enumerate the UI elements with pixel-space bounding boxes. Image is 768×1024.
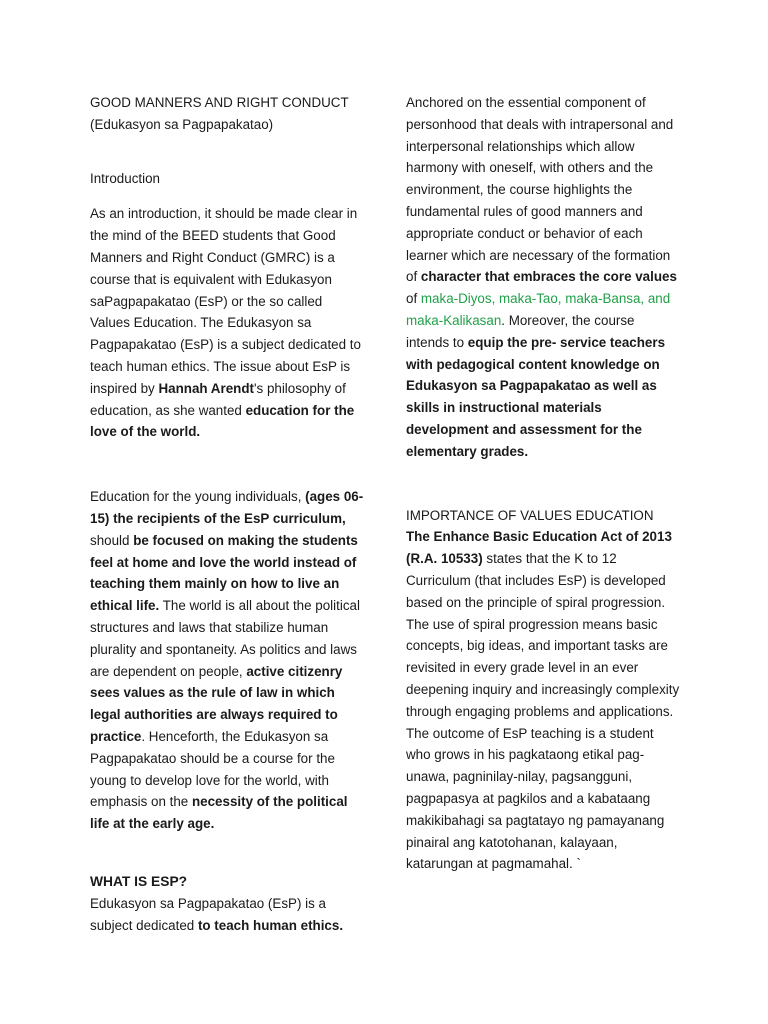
what-is-esp-paragraph [90,893,365,937]
importance-bold-act: The Enhance Basic Education Act of 2013 (R.A. 10533) [406,529,672,567]
anchored-bold-equip: equip the pre- service teachers with pedagogical content knowledge on Edukasyon sa Pagpapakatao as well as skills in instructional materials development and assessment for the elementary grades. [406,334,666,459]
young-text-2: should [90,532,134,548]
young-bold-citizenry: active citizenry sees values as the rule of law in which legal authorities are always required to practice [90,663,343,744]
what-text-1: Edukasyon sa Pagpapakatao (EsP) is a subject dedicated [90,895,326,933]
what-bold-ethics: to teach human ethics. [197,917,344,933]
importance-text-1: states that the K to 12 Curriculum (that includes EsP) is developed based on the principle of spiral progression. The use of spiral progression means basic concepts, big ideas, and important tasks are revisited in every grade level in an ever deepening inquiry and increasingly complexity through engaging problems and applications. The outcome of EsP teaching is a student who grows in his pagkataong etikal pag-unawa, pagninilay-nilay, pagsangguni, pagpapasya at pagkilos and a kabataang makikibahagi sa pagtatayo ng pamayanang pinairal ang katotohanan, kalayaan, katarungan at pagmamahal. ` [406,551,680,872]
young-bold-political-life: necessity of the political life at the early age. [90,794,348,832]
anchored-text-1: Anchored on the essential component of personhood that deals with intrapersonal and interpersonal relationships which allow harmony with oneself, with others and the environment, the course highlights the fundamental rules of good manners and appropriate conduct or behavior of each learner which are necessary of the formation of [406,95,674,285]
intro-text-1: As an introduction, it should be made clear in the mind of the BEED students that Good Manners and Right Conduct (GMRC) is a course that is equivalent with Edukasyon saPagpapakatao (EsP) or the so called Values Education. The Edukasyon sa Pagpapakatao (EsP) is a subject dedicated to teach human ethics. The issue about EsP is inspired by [90,206,361,396]
young-text-4: . Henceforth, the Edukasyon sa Pagpapakatao should be a course for the young to develop love for the world, with emphasis on the [90,728,335,810]
young-bold-ages: (ages 06-15) the recipients of the EsP curriculum, [90,489,364,526]
anchored-text-3: . Moreover, the course intends to [406,312,635,350]
anchored-bold-character: character that embraces the core values [420,269,677,285]
young-text-1: Education for the young individuals, [90,489,306,505]
importance-paragraph [406,526,681,875]
introduction-paragraph [90,203,365,443]
left-column [90,92,365,936]
document-title [90,92,365,136]
intro-bold-arendt: Hannah Arendt [158,380,254,396]
young-bold-focus: be focused on making the students feel at home and love the world instead of teaching them mainly on how to live an ethical life. [90,532,358,614]
right-column [406,92,681,875]
young-education-paragraph [90,486,365,835]
intro-bold-love-of-world: education for the love of the world. [90,402,355,440]
introduction-heading: Introduction [90,170,160,186]
anchored-paragraph [406,92,681,463]
what-is-esp-heading: WHAT IS ESP? [90,873,188,889]
importance-heading: IMPORTANCE OF VALUES EDUCATION [406,507,654,523]
core-values-list: maka-Diyos, maka-Tao, maka-Bansa, and maka-Kalikasan [406,291,671,328]
title-line-1: GOOD MANNERS AND RIGHT CONDUCT [90,95,349,110]
intro-text-2: 's philosophy of education, as she wanted [90,380,346,418]
young-text-3: The world is all about the political structures and laws that stabilize human plurality and spontaneity. As politics and laws are dependent on people, [90,598,360,679]
anchored-text-2: of [406,291,421,307]
title-line-2: (Edukasyon sa Pagpapakatao) [90,116,274,132]
